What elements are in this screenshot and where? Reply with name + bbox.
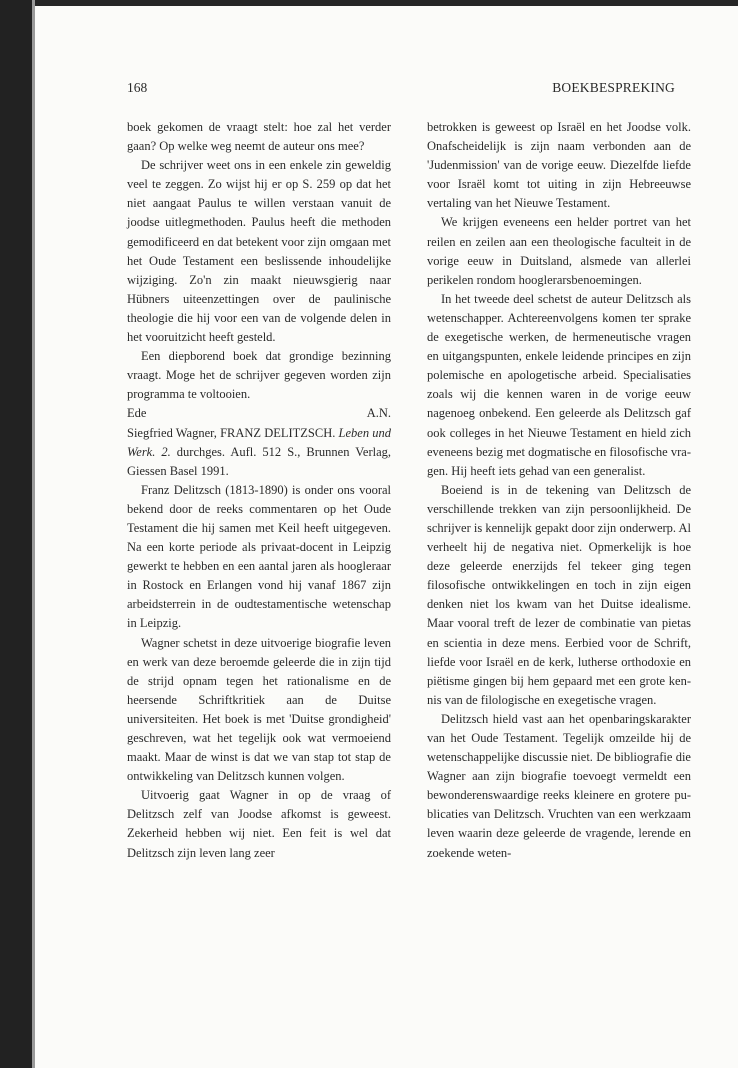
paragraph: Boeiend is in de tekening van Delitzsch de verschillende trekken van zijn persoonlijkheid. De schrijver is kennelijk gepakt door zijn onderwerp. Al verheelt hij de negativa niet. Opmerkelijk is hoe deze geleerde enerzijds fel tekeer ging tegen filosofische ontwikkelingen en toch in zijn eigen denken niet los kwam van het Duitse idealisme. Maar vooral treft de lezer de combinatie van pietas en scientia in deze mens. Eerbied voor de Schrift, liefde voor Israël en de kerk, lutherse orthodoxie en piëtisme gingen bij hem gepaard met een grote kennis van de filologische en exegetische vragen. <box>427 482 691 707</box>
book-page <box>35 6 738 1068</box>
scan-border-left <box>0 0 32 1068</box>
book-citation <box>127 424 391 481</box>
page-number: 168 <box>127 80 148 95</box>
paragraph: Uitvoerig gaat Wagner in op de vraag of Delitzsch zelf van Joodse afkomst is geweest. Zekerheid hebben wij niet. Een feit is wel dat Delitzsch zijn leven lang zeer <box>127 788 391 860</box>
right-column <box>427 118 691 863</box>
paragraph: De schrijver weet ons in een enkele zin geweldig veel te zeggen. Zo wijst hij er op S. 259 op dat het niet aangaat Paulus te willen verstaan vanuit de joodse uitlegmethoden. Paulus heeft die methoden gemodificeerd en dat betekent voor zijn omgaan met het Oude Testament een beslissende inhoudelijke wijziging. Zo'n zin maakt nieuwsgierig naar Hübners uiteenzettingen over de paulinische theologie die hij voor een van de volgende delen in het vooruitzicht heeft gesteld. <box>127 158 391 345</box>
paragraph: We krijgen eveneens een helder portret van het reilen en zeilen aan een theologische faculteit in de vorige eeuw in Duitsland, alsmede van allerlei perikelen rondom hooglerarsbenoemingen. <box>427 215 691 287</box>
paragraph: Wagner schetst in deze uitvoerige biografie leven en werk van deze beroemde geleerde die in zijn tijd de strijd opnam tegen het rationalisme en de heersende Schriftkritiek aan de Duitse universiteiten. Het boek is met 'Duitse grondigheid' geschreven, wat het tegelijk ook wat vermoeiend maakt. Maar de winst is dat we van stap tot stap de ontwikkeling van Delitzsch kunnen volgen. <box>127 635 391 784</box>
signature-initials: A.N. <box>366 406 391 421</box>
review-signature <box>127 404 391 423</box>
left-column <box>127 118 391 863</box>
citation-title: Leben und Werk. 2. <box>127 425 391 459</box>
citation-details: durchges. Aufl. 512 S., Brunnen Verlag, Giessen Basel 1991. <box>127 444 392 478</box>
paragraph: Franz Delitzsch (1813-1890) is onder ons vooral bekend door de reeks commentaren op het Oude Testament die hij samen met Keil heeft uitgegeven. Na een korte periode als privaat-docent in Leipzig gewerkt te hebben en een aantal jaren als hoogleraar in Rostock en Erlangen vond hij vanaf 1867 zijn arbeidsterrein in de oudtestamentische wetenschap in Leipzig. <box>127 482 391 631</box>
paragraph: In het tweede deel schetst de auteur Delitzsch als wetenschapper. Achtereenvolgens komen ter sprake de exegetische werken, de hermeneutische vragen en uitgangspunten, enkele leidende principes en zijn polemische en apologetische arbeid. Specialisaties zoals wij die kennen waren in de vorige eeuw nagenoeg onbekend. Een geleerde als Delitzsch gaf ook colleges in het Nieuwe Testament en hield zich eveneens bezig met dogmatische en filosofische vragen. Hij heeft iets gehad van een generalist. <box>427 291 691 478</box>
paragraph: boek gekomen de vraagt stelt: hoe zal het verder gaan? Op welke weg neemt de auteur ons mee? <box>127 120 391 154</box>
running-head: BOEKBESPREKING <box>552 80 675 95</box>
signature-place: Ede <box>127 406 147 421</box>
paragraph: Delitzsch hield vast aan het openbaringskarakter van het Oude Testament. Tegelijk omzeilde hij de wetenschappelijke discussie niet. De bibliografie die Wagner aan zijn biografie toevoegt vermeldt een bewonderenswaardige reeks kleinere en grotere publicaties van Delitzsch. Vruchten van een werkzaam leven waarin deze geleerde de vragende, lerende en zoekende weten- <box>427 711 691 860</box>
paragraph: betrokken is geweest op Israël en het Joodse volk. Onafscheidelijk is zijn naam verbonden aan de 'Judenmission' van de vorige eeuw. Diezelfde liefde voor Israël komt tot uiting in zijn Hebreeuwse vertaling van het Nieuwe Testament. <box>427 120 691 211</box>
citation-author: Siegfried Wagner, FRANZ DELITZSCH. <box>127 425 336 440</box>
paragraph: Een diepborend boek dat grondige bezinning vraagt. Moge het de schrijver gegeven worden zijn programma te voltooien. <box>127 349 391 402</box>
